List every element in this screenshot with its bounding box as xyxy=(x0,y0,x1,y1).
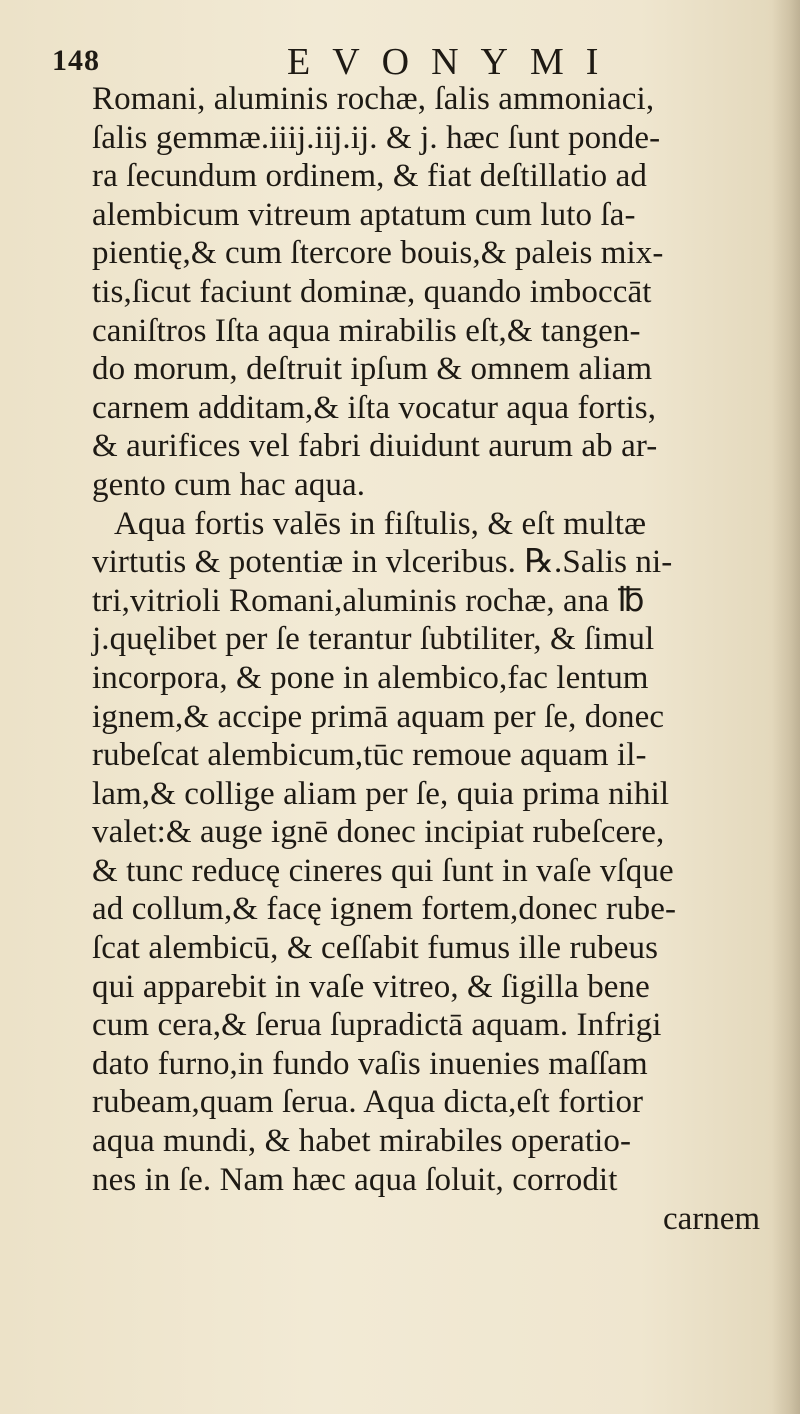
page-number: 148 xyxy=(52,44,100,77)
text-line: incorpora, & pone in alembico,fac lentum xyxy=(92,659,649,696)
text-line: pientię,& cum ſtercore bouis,& paleis mix- xyxy=(92,235,664,272)
text-line: ra ſecundum ordinem, & fiat deſtillatio ad xyxy=(92,158,647,195)
text-line: carnem additam,& iſta vocatur aqua fortis, xyxy=(92,389,657,426)
body-text xyxy=(92,80,792,1199)
text-line: dato furno,in fundo vaſis inuenies maſſam xyxy=(92,1045,648,1082)
text-line: cum cera,& ſerua ſupradictā aquam. Infrigi xyxy=(92,1007,662,1044)
text-line: ignem,& accipe primā aquam per ſe, donec xyxy=(92,698,665,735)
text-line: nes in ſe. Nam hæc aqua ſoluit, corrodit xyxy=(92,1161,618,1198)
text-line: lam,& collige aliam per ſe, quia prima nihil xyxy=(92,775,670,812)
paragraph-start-line: Aqua fortis valēs in fiſtulis, & eſt multæ xyxy=(114,505,647,542)
text-line: tis,ſicut faciunt dominæ, quando imboccāt xyxy=(92,273,652,310)
text-line: qui apparebit in vaſe vitreo, & ſigilla bene xyxy=(92,968,650,1005)
text-line: & tunc reducę cineres qui ſunt in vaſe vſque xyxy=(92,852,674,889)
catchword: carnem xyxy=(663,1201,761,1237)
text-line: ſcat alembicū, & ceſſabit fumus ille rubeus xyxy=(92,930,659,967)
text-line: rubeam,quam ſerua. Aqua dicta,eſt fortior xyxy=(92,1084,644,1121)
text-line: alembicum vitreum aptatum cum luto ſa- xyxy=(92,196,636,233)
text-line: j.quęlibet per ſe terantur ſubtiliter, & ſimul xyxy=(92,621,655,658)
text-line: caniſtros Iſta aqua mirabilis eſt,& tangen- xyxy=(92,312,641,349)
text-line: & aurifices vel fabri diuidunt aurum ab ar- xyxy=(92,428,658,465)
text-line: aqua mundi, & habet mirabiles operatio- xyxy=(92,1123,632,1160)
text-line: valet:& auge ignē donec incipiat rubeſcere, xyxy=(92,814,665,851)
running-head xyxy=(52,36,752,86)
text-line: gento cum hac aqua. xyxy=(92,466,366,503)
text-line: do morum, deſtruit ipſum & omnem aliam xyxy=(92,351,653,388)
text-line: rubeſcat alembicum,tūc remoue aquam il- xyxy=(92,737,647,774)
text-line: ad collum,& facę ignem fortem,donec rube- xyxy=(92,891,677,928)
text-line: tri,vitrioli Romani,aluminis rochæ, ana ℔ xyxy=(92,582,645,619)
text-line: virtutis & potentiæ in vlceribus. ℞.Salis ni- xyxy=(92,544,673,581)
text-line: Romani, aluminis rochæ, ſalis ammoniaci, xyxy=(92,81,655,117)
running-title: EVONYMI xyxy=(287,41,621,83)
text-line: ſalis gemmæ.iiij.iij.ij. & j. hæc ſunt ponde- xyxy=(92,119,661,156)
